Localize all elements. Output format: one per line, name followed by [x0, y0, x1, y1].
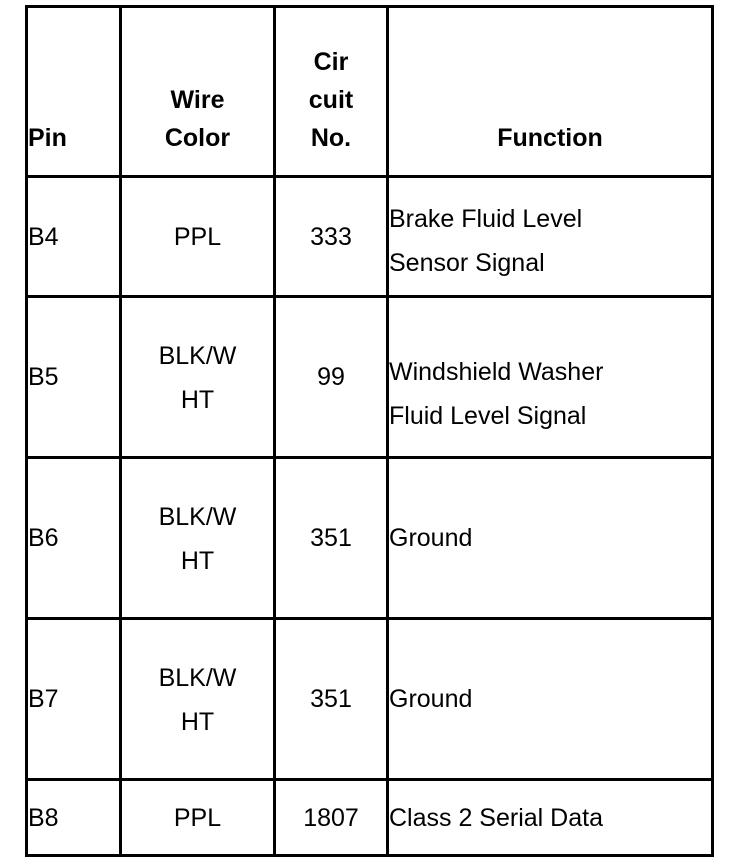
cell-pin: B8: [27, 780, 121, 856]
wire-color-line: PPL: [173, 803, 222, 832]
function-line-1: Class 2 Serial Data: [389, 803, 603, 832]
cell-function: [388, 177, 713, 297]
header-circuit-line-3: No.: [310, 124, 352, 152]
table-row: [27, 619, 713, 780]
cell-circuit: 333: [275, 177, 388, 297]
cell-function: [388, 619, 713, 780]
header-function: [388, 7, 713, 177]
function-line-2: Sensor Signal: [389, 248, 545, 277]
function-line-1: Windshield Washer: [389, 358, 604, 386]
header-wire-line-2: Color: [164, 124, 231, 152]
header-function-label: Function: [497, 124, 603, 152]
function-line-1: Ground: [389, 524, 473, 552]
cell-wire-color: [121, 177, 275, 297]
cell-function: [388, 458, 713, 619]
wire-color-line-2: HT: [180, 547, 215, 575]
cell-wire-color: [121, 780, 275, 856]
cell-circuit: 351: [275, 458, 388, 619]
header-wire-line-1: Wire: [170, 86, 225, 114]
cell-pin: B4: [27, 177, 121, 297]
cell-circuit: 351: [275, 619, 388, 780]
cell-circuit: 99: [275, 297, 388, 458]
wire-color-line-1: BLK/W: [158, 503, 237, 531]
header-wire-color: [121, 7, 275, 177]
header-circuit-line-2: cuit: [308, 86, 354, 114]
wire-color-line-2: HT: [180, 708, 215, 736]
cell-wire-color: [121, 619, 275, 780]
cell-pin: B5: [27, 297, 121, 458]
wire-color-line: PPL: [173, 222, 222, 251]
header-circuit-no: [275, 7, 388, 177]
function-line-1: Brake Fluid Level: [389, 204, 583, 233]
pin-table: [25, 5, 714, 857]
function-line-2: Fluid Level Signal: [389, 402, 587, 430]
cell-circuit: 1807: [275, 780, 388, 856]
table-row: [27, 297, 713, 458]
table-row: [27, 780, 713, 856]
table-row: [27, 458, 713, 619]
wire-color-line-2: HT: [180, 386, 215, 414]
header-pin: [27, 7, 121, 177]
header-circuit-line-1: Cir: [313, 48, 349, 76]
cell-function: [388, 297, 713, 458]
cell-pin: B6: [27, 458, 121, 619]
header-pin-label: Pin: [28, 124, 67, 152]
cell-function: [388, 780, 713, 856]
wire-color-line-1: BLK/W: [158, 342, 237, 370]
table-header-row: [27, 7, 713, 177]
cell-pin: B7: [27, 619, 121, 780]
table-row: [27, 177, 713, 297]
cell-wire-color: [121, 458, 275, 619]
wire-color-line-1: BLK/W: [158, 664, 237, 692]
cell-wire-color: [121, 297, 275, 458]
function-line-1: Ground: [389, 685, 473, 713]
